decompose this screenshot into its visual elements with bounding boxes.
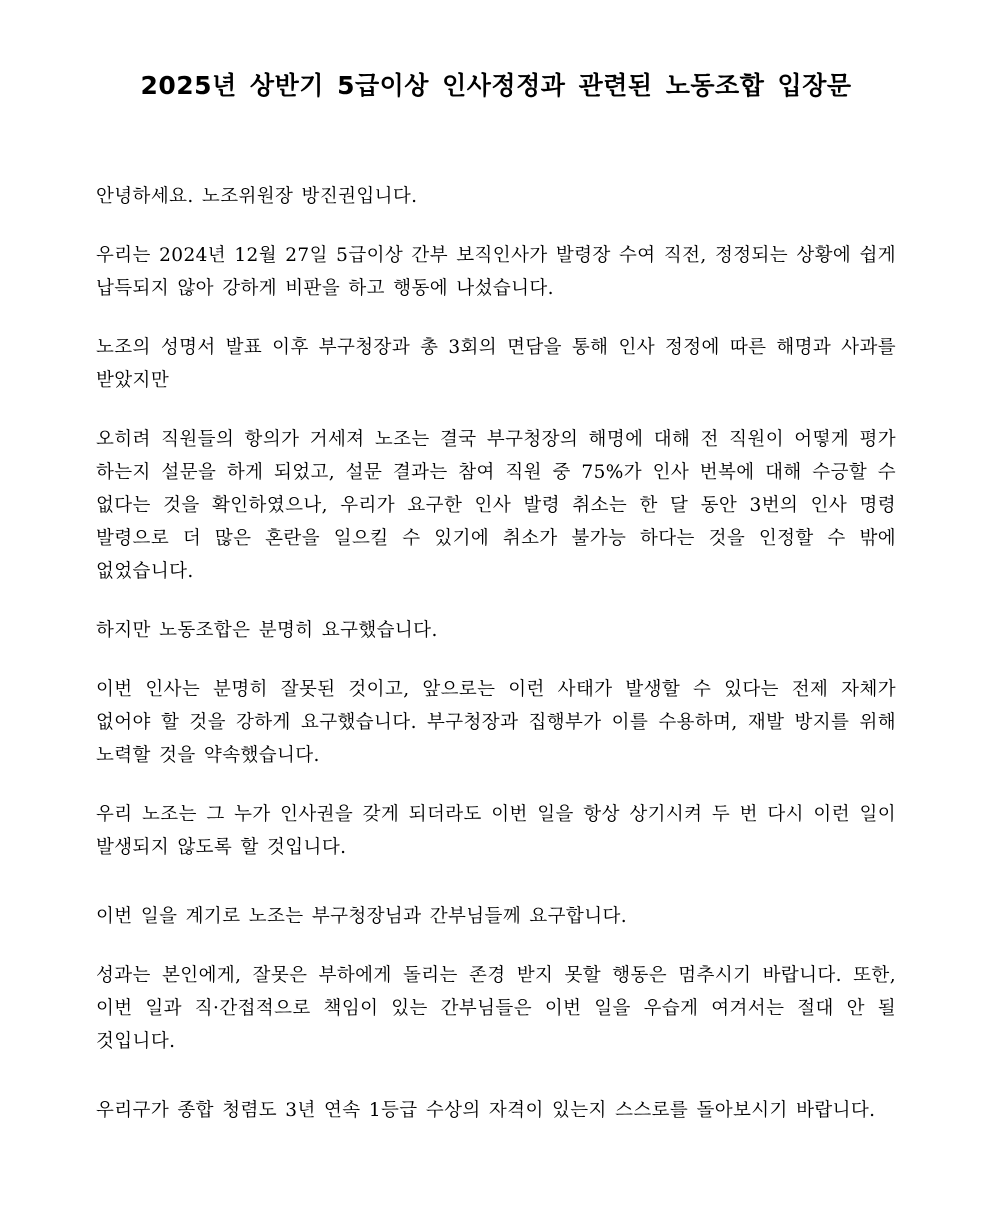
paragraph-agreement: 이번 인사는 분명히 잘못된 것이고, 앞으로는 이런 사태가 발생할 수 있다는 전제 자체가 없어야 할 것을 강하게 요구했습니다. 부구청장과 집행부가 이를 수용하며, 재발 방지를 위해 노력할 것을 약속했습니다. [96,679,896,766]
paragraph-background: 우리는 2024년 12월 27일 5급이상 간부 보직인사가 발령장 수여 직전, 정정되는 상황에 쉽게 납득되지 않아 강하게 비판을 하고 행동에 나섰습니다. [96,245,896,299]
paragraph-resolve: 우리 노조는 그 누가 인사권을 갖게 되더라도 이번 일을 항상 상기시켜 두 번 다시 이런 일이 발생되지 않도록 할 것입니다. [96,804,896,858]
paragraph-greeting: 안녕하세요. 노조위원장 방진권입니다. [96,186,418,207]
document-body [96,180,896,1127]
document-title: 2025년 상반기 5급이상 인사정정과 관련된 노동조합 입장문 [140,71,852,100]
paragraph-responsibility: 성과는 본인에게, 잘못은 부하에게 돌리는 존경 받지 못할 행동은 멈추시기 바랍니다. 또한, 이번 일과 직·간접적으로 책임이 있는 간부님들은 이번 일을 우습게 여겨서는 절대 안 될 것입니다. [96,965,896,1052]
paragraph-meetings: 노조의 성명서 발표 이후 부구청장과 총 3회의 면담을 통해 인사 정정에 따른 해명과 사과를 받았지만 [96,337,896,391]
paragraph-closing: 우리구가 종합 청렴도 3년 연속 1등급 수상의 자격이 있는지 스스로를 돌아보시기 바랍니다. [96,1100,876,1121]
paragraph-survey: 오히려 직원들의 항의가 거세져 노조는 결국 부구청장의 해명에 대해 전 직원이 어떻게 평가 하는지 설문을 하게 되었고, 설문 결과는 참여 직원 중 75%가 인사 번복에 대해 수긍할 수 없다는 것을 확인하였으나, 우리가 요구한 인사 발령 취소는 한 달 동안 3번의 인사 명령 발령으로 더 많은 혼란을 일으킬 수 있기에 취소가 불가능 하다는 것을 인정할 수 밖에 없었습니다. [96,429,896,582]
paragraph-request: 이번 일을 계기로 노조는 부구청장님과 간부님들께 요구합니다. [96,906,628,927]
paragraph-demand: 하지만 노동조합은 분명히 요구했습니다. [96,620,438,641]
